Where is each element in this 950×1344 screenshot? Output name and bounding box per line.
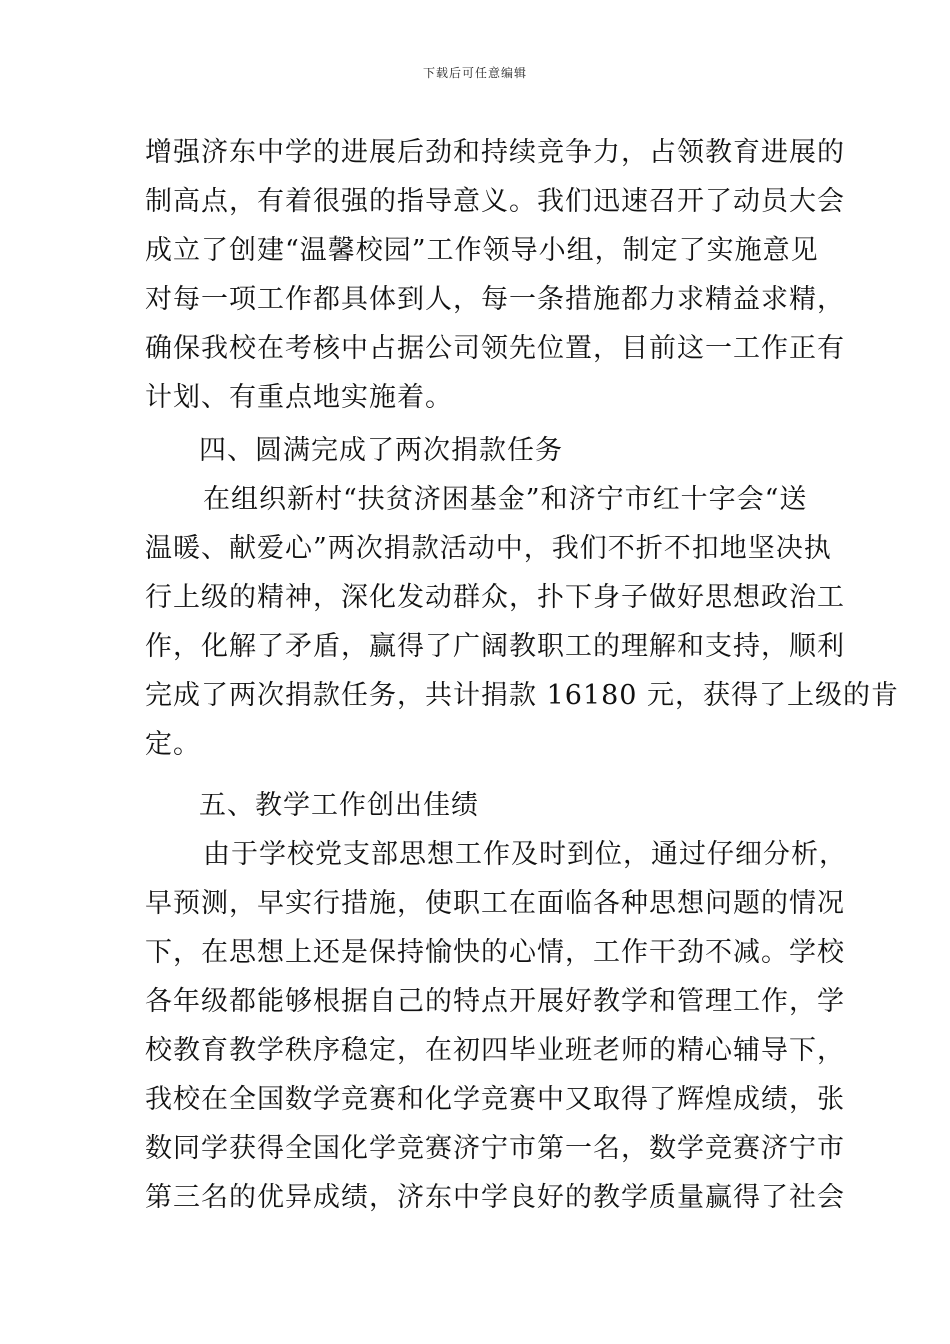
- paragraph-line: 校教育教学秩序稳定，在初四毕业班老师的精心辅导下，: [145, 1035, 845, 1066]
- paragraph-line: 行上级的精神，深化发动群众，扑下身子做好思想政治工: [145, 582, 845, 613]
- paragraph-line: 制高点，有着很强的指导意义。我们迅速召开了动员大会: [145, 186, 845, 217]
- paragraph-line: 计划、有重点地实施着。: [145, 382, 453, 413]
- paragraph-line: 在组织新村“扶贫济困基金”和济宁市红十字会“送: [203, 484, 808, 515]
- paragraph-line: 对每一项工作都具体到人，每一条措施都力求精益求精，: [145, 284, 845, 315]
- body-text: [145, 128, 900, 1222]
- paragraph-line: 早预测，早实行措施，使职工在面临各种思想问题的情况: [145, 888, 845, 919]
- paragraph-line: 作，化解了矛盾，赢得了广阔教职工的理解和支持，顺利: [145, 631, 845, 662]
- paragraph-line: 成立了创建“温馨校园”工作领导小组，制定了实施意见: [145, 235, 819, 266]
- paragraph-line: 完成了两次捐款任务，共计捐款 16180 元，获得了上级的肯: [145, 680, 900, 711]
- header-note: 下载后可任意编辑: [422, 66, 527, 80]
- section-heading: 四、圆满完成了两次捐款任务: [199, 435, 563, 466]
- paragraph-line: 确保我校在考核中占据公司领先位置，目前这一工作正有: [145, 333, 845, 364]
- paragraph-line: 温暖、献爱心”两次捐款活动中，我们不折不扣地坚决执: [145, 533, 832, 564]
- paragraph-line: 下，在思想上还是保持愉快的心情，工作干劲不减。学校: [145, 937, 845, 968]
- paragraph-line: 由于学校党支部思想工作及时到位，通过仔细分析，: [203, 839, 847, 870]
- paragraph-line: 第三名的优异成绩，济东中学良好的教学质量赢得了社会: [145, 1182, 845, 1213]
- paragraph-line: 增强济东中学的进展后劲和持续竞争力，占领教育进展的: [145, 137, 845, 168]
- paragraph-line: 我校在全国数学竞赛和化学竞赛中又取得了辉煌成绩，张: [145, 1084, 845, 1115]
- paragraph-gap: [145, 769, 810, 781]
- section-heading: 五、教学工作创出佳绩: [199, 790, 479, 821]
- paragraph-line: 数同学获得全国化学竞赛济宁市第一名，数学竞赛济宁市: [145, 1133, 845, 1164]
- paragraph-line: 定。: [145, 729, 201, 760]
- paragraph-line: 各年级都能够根据自己的特点开展好教学和管理工作，学: [145, 986, 845, 1017]
